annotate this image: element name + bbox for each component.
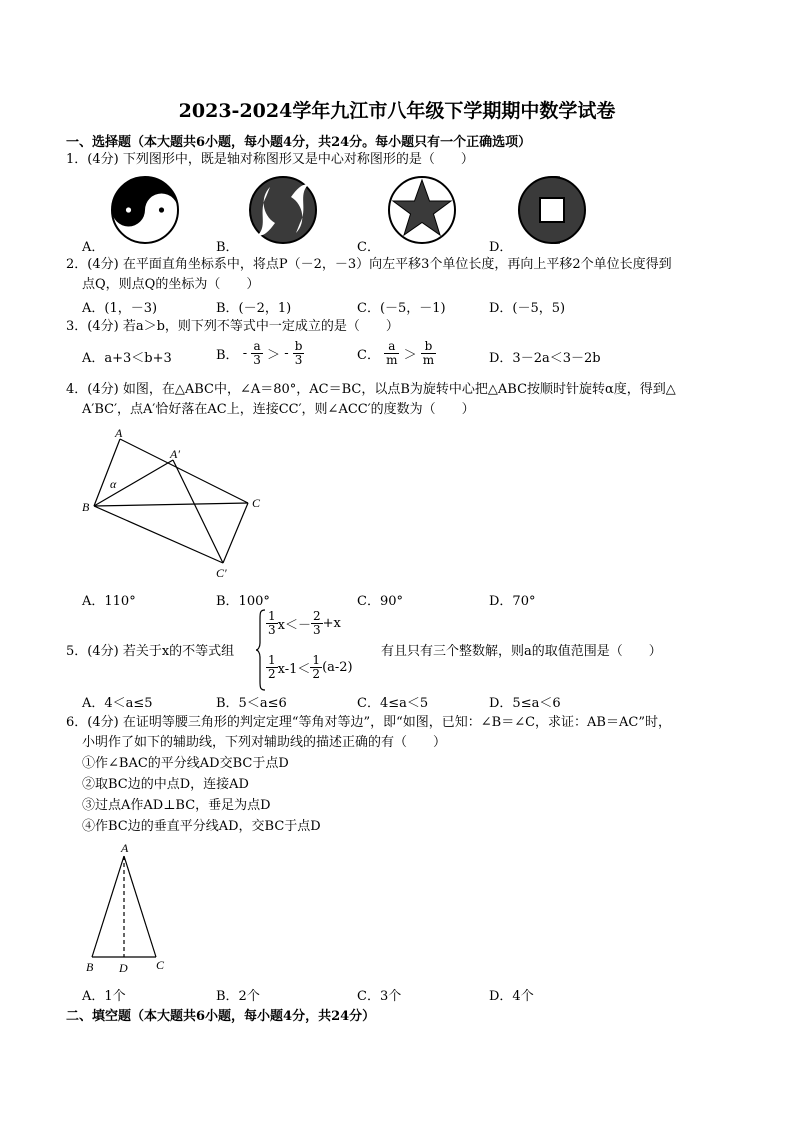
q3-stem: 3．(4分) 若a＞b，则下列不等式中一定成立的是（ ） — [66, 319, 399, 334]
q3-option-c-relation: ＞ — [403, 348, 417, 363]
q5-inequality-2: $\frac{1}{2}$ x-1＜ $\frac{1}{2}$ (a-2) — [268, 653, 353, 681]
label-a: A — [115, 426, 123, 440]
q3-option-b-frac-1: $\frac{a}{3}$ — [253, 339, 261, 367]
q2-option-b[interactable]: B．(－2，1) — [216, 301, 292, 316]
segment-bc1 — [94, 506, 223, 563]
label-b: B — [82, 500, 90, 514]
q5-option-a[interactable]: A．4＜a≤5 — [82, 696, 153, 711]
q6-line-2: 小明作了如下的辅助线，下列对辅助线的描述正确的有（ ） — [82, 735, 447, 750]
q1-stem: 1．(4分) 下列图形中，既是轴对称图形又是中心对称图形的是（ ） — [66, 152, 474, 167]
q4-line-1: 4．(4分) 如图，在△ABC中，∠A＝80°，AC＝BC，以点B为旋转中心把△ABC按顺时针旋转α度，得到△ — [66, 382, 676, 397]
coin-figure — [516, 175, 588, 251]
q4-line-2: A′BC′，点A′恰好落在AC上，连接CC′，则∠ACC′的度数为（ ） — [82, 402, 475, 417]
label-d: D — [119, 961, 128, 975]
q2-line-1: 2．(4分) 在平面直角坐标系中，将点P（－2，－3）向左平移3个单位长度，再向上平移2个单位长度得到 — [66, 257, 672, 272]
label-a-prime: A′ — [170, 447, 180, 461]
q2-option-c[interactable]: C．(－5，－1) — [357, 301, 446, 316]
label-c: C — [252, 496, 261, 510]
q1-option-b[interactable]: B． — [216, 240, 239, 255]
q5-option-d[interactable]: D．5≤a＜6 — [489, 696, 561, 711]
q6-option-b[interactable]: B．2个 — [216, 989, 260, 1004]
q4-option-c[interactable]: C．90° — [357, 594, 403, 609]
q1-option-a[interactable]: A． — [82, 240, 105, 255]
q6-line-1: 6．(4分) 在证明等腰三角形的判定定理“等角对等边”，即“如图，已知：∠B＝∠C，求证：AB＝AC”时， — [66, 715, 671, 730]
yin-yang-icon — [112, 177, 178, 243]
q3-option-b-relation: ＞ — [267, 348, 281, 363]
segment-ab — [92, 856, 124, 957]
q3-option-b[interactable]: B． - $\frac{a}{3}$ ＞ - $\frac{b}{3}$ — [216, 339, 303, 367]
q4-option-a[interactable]: A．110° — [82, 594, 136, 609]
segment-ac — [124, 856, 156, 957]
q5-inequality-1: $\frac{1}{3}$ x＜－ $\frac{2}{3}$ +x — [268, 609, 341, 637]
segment-ab — [94, 439, 120, 506]
page-title: 2023-2024学年九江市八年级下学期期中数学试卷 — [178, 100, 616, 122]
swirl-icon — [250, 177, 316, 243]
q3-option-c-frac-1: $\frac{a}{m}$ — [386, 339, 398, 367]
q3-option-c-label: C． — [357, 348, 380, 363]
q2-line-2: 点Q，则点Q的坐标为（ ） — [82, 277, 260, 292]
section-1-heading: 一、选择题（本大题共6小题，每小题4分，共24分。每小题只有一个正确选项） — [66, 135, 532, 150]
q5-prefix: 5．(4分) 若关于x的不等式组 — [66, 644, 235, 659]
section-2-heading: 二、填空题（本大题共6小题，每小题4分，共24分） — [66, 1009, 376, 1024]
label-c: C — [156, 958, 165, 972]
q5-suffix: 有且只有三个整数解，则a的取值范围是（ ） — [381, 644, 662, 659]
q2-option-d[interactable]: D．(－5，5) — [489, 301, 566, 316]
q6-item-3: ③过点A作AD⊥BC，垂足为点D — [82, 798, 271, 813]
label-c-prime: C′ — [216, 566, 227, 580]
q6-figure — [78, 840, 178, 984]
q4-option-d[interactable]: D．70° — [489, 594, 536, 609]
q3-option-c-frac-2: $\frac{b}{m}$ — [422, 339, 435, 367]
star-icon — [389, 177, 455, 243]
q3-option-b-label: B． — [216, 348, 239, 363]
segment-bc — [94, 503, 248, 506]
q3-option-d[interactable]: D．3－2a＜3－2b — [489, 351, 601, 366]
q6-option-d[interactable]: D．4个 — [489, 989, 534, 1004]
q3-option-b-frac-2: $\frac{b}{3}$ — [294, 339, 303, 367]
q2-option-a[interactable]: A．(1，－3) — [82, 301, 158, 316]
label-a: A — [121, 841, 129, 855]
segment-cc1 — [223, 503, 248, 563]
q4-figure — [78, 425, 278, 589]
q5-option-c[interactable]: C．4≤a＜5 — [357, 696, 429, 711]
label-alpha: α — [110, 477, 117, 491]
q6-item-4: ④作BC边的垂直平分线AD，交BC于点D — [82, 819, 321, 834]
q4-option-b[interactable]: B．100° — [216, 594, 270, 609]
q6-option-a[interactable]: A．1个 — [82, 989, 126, 1004]
segment-ba1 — [94, 460, 173, 506]
q5-option-b[interactable]: B．5＜a≤6 — [216, 696, 287, 711]
segment-ac — [120, 439, 248, 503]
segment-a1c1 — [173, 460, 223, 563]
q6-item-2: ②取BC边的中点D，连接AD — [82, 777, 249, 792]
q1-option-d[interactable]: D． — [489, 240, 513, 255]
q6-option-c[interactable]: C．3个 — [357, 989, 402, 1004]
q1-option-c[interactable]: C． — [357, 240, 380, 255]
label-b: B — [86, 960, 94, 974]
q3-option-a[interactable]: A．a+3＜b+3 — [82, 351, 172, 366]
q6-item-1: ①作∠BAC的平分线AD交BC于点D — [82, 756, 289, 771]
q5-brace — [256, 609, 266, 691]
q3-option-c[interactable] — [357, 340, 436, 367]
